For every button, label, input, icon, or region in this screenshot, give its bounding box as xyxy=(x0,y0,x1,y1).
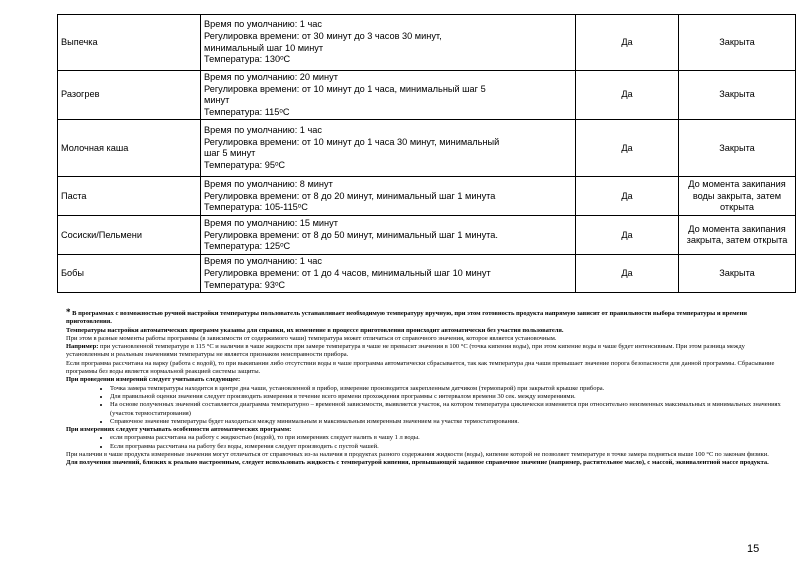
keep-warm-cell: Да xyxy=(576,15,679,71)
program-description-cell xyxy=(201,120,576,177)
program-name-cell: Молочная каша xyxy=(58,120,201,177)
programs-table xyxy=(57,14,796,293)
list-item: • Точка замера температуры находится в центре дна чаши, установленной в прибор, измерение производится закрепленным датчиком (термопарой) при закрытой крышке прибора. xyxy=(110,385,788,393)
program-description-cell xyxy=(201,15,576,71)
list-item: • На основе полученных значений составляется диаграмма температурно – временной зависимости, выявляется участок, на котором температура циклически изменяется при относительно неизменных максимальных и минимальных значениях (участок термостатирования) xyxy=(110,401,788,418)
keep-warm-cell: Да xyxy=(576,120,679,177)
table-row xyxy=(58,15,796,71)
description-line: Время по умолчанию: 15 минут xyxy=(204,217,338,228)
lid-state-line: До момента закипания xyxy=(688,178,786,189)
note-manual-temperature-text: В программах с возможностью ручной настройки температуры пользователь устанавливает необходимую температуру вручную, при этом готовность продукта напрямую зависит от правильности выбора температуры и времени приготовления. xyxy=(66,310,748,326)
keep-warm-cell: Да xyxy=(576,255,679,293)
auto-programs-list xyxy=(66,434,788,451)
program-name-cell: Разогрев xyxy=(58,71,201,120)
program-name-cell: Сосиски/Пельмени xyxy=(58,216,201,255)
lid-state-cell xyxy=(679,120,796,177)
keep-warm-cell: Да xyxy=(576,71,679,120)
lid-state-line: Закрыта xyxy=(719,89,755,100)
program-name-cell: Паста xyxy=(58,177,201,216)
measurement-heading: При проведении измерений следует учитывать следующее: xyxy=(66,376,241,384)
description-line: Время по умолчанию: 20 минут xyxy=(204,72,338,82)
lid-state-line: Закрыта xyxy=(719,36,755,47)
program-name-cell: Выпечка xyxy=(58,15,201,71)
lid-state-cell xyxy=(679,177,796,216)
program-description-cell xyxy=(201,71,576,120)
measurement-list xyxy=(66,385,788,426)
lid-state-line: До момента закипания xyxy=(688,223,786,234)
lid-state-cell xyxy=(679,15,796,71)
auto-programs-heading: При измерениях следует учитывать особенности автоматических программ: xyxy=(66,426,292,434)
description-line: Регулировка времени: от 1 до 4 часов, минимальный шаг 10 минут xyxy=(204,268,491,279)
description-line: Температура: 95ᵒC xyxy=(204,159,286,170)
description-line: Температура: 115ᵒC xyxy=(204,106,290,117)
description-line: шаг 5 минут xyxy=(204,148,256,159)
description-line: минимальный шаг 10 минут xyxy=(204,42,324,53)
note-product-liquid: При наличии в чаше продукта измеренные значения могут отличаться от справочных из-за наличия в продуктах разного содержания жидкости (воды), кипение которой не позволяет температуре в точке замера подняться выше 100 °С по законам физики. xyxy=(66,451,769,459)
table-row xyxy=(58,255,796,293)
description-line: Время по умолчанию: 1 час xyxy=(204,19,322,30)
list-item: • Если программа рассчитана на работу без воды, измерения следует производить с пустой чашей. xyxy=(110,443,788,451)
table-row xyxy=(58,177,796,216)
keep-warm-cell: Да xyxy=(576,177,679,216)
list-item: • Для правильной оценки значения следует производить измерения в течение всего времени прохождения программы с интервалом времени 30 сек. между измерениями. xyxy=(110,393,788,401)
description-line: Время по умолчанию: 1 час xyxy=(204,125,322,136)
keep-warm-cell: Да xyxy=(576,216,679,255)
note-example-label: Например: xyxy=(66,343,99,351)
lid-state-cell xyxy=(679,71,796,120)
description-line: минут xyxy=(204,95,230,106)
description-line: Регулировка времени: от 8 до 20 минут, минимальный шаг 1 минута xyxy=(204,190,496,201)
note-example-text: при установленной температуре в 115 °С и наличии в чаше жидкости при замере температура в чаше не превысит значения в 100 °С (точка кипения воды), при этом кипение воды в чаше будет интенсивным. При этом разница между установленным и реальным значениями температуры не является признаком неисправности прибора. xyxy=(66,343,745,359)
program-description-cell xyxy=(201,255,576,293)
note-asterisk: * xyxy=(66,307,71,317)
lid-state-cell xyxy=(679,255,796,293)
list-item: • если программа рассчитана на работу с жидкостью (водой), то при измерениях следует налить в чашу 1 л воды. xyxy=(110,434,788,442)
lid-state-line: воды закрыта, затем xyxy=(692,190,782,201)
lid-state-line: Закрыта xyxy=(719,142,755,153)
table-row xyxy=(58,71,796,120)
notes-block xyxy=(66,308,788,468)
description-line: Регулировка времени: от 8 до 50 минут, минимальный шаг 1 минута. xyxy=(204,229,498,240)
lid-state-line: Закрыта xyxy=(719,268,755,279)
note-reference-value: При этом в разные моменты работы программы (в зависимости от содержимого чаши) температура может отличаться от справочного значения, которое является установочным. xyxy=(66,334,557,342)
lid-state-line: открыта xyxy=(719,202,755,213)
description-line: Время по умолчанию: 8 минут xyxy=(204,178,333,189)
description-line: Температура: 105-115ᵒC xyxy=(204,202,308,213)
programs-table-body xyxy=(58,15,796,293)
lid-state-cell xyxy=(679,216,796,255)
description-line: Время по умолчанию: 1 час xyxy=(204,256,322,267)
page-number: 15 xyxy=(747,543,760,555)
description-line: Регулировка времени: от 10 минут до 1 часа 30 минут, минимальный xyxy=(204,136,500,147)
lid-state-line: закрыта, затем открыта xyxy=(686,235,788,246)
note-example xyxy=(66,343,788,360)
note-manual-temperature xyxy=(66,308,788,327)
table-row xyxy=(58,120,796,177)
description-line: Регулировка времени: от 10 минут до 1 часа, минимальный шаг 5 xyxy=(204,83,486,94)
program-description-cell xyxy=(201,216,576,255)
note-boiling-liquid: Для получения значений, близких к реально настроенным, следует использовать жидкость с температурой кипения, превышающей заданное справочное значение (например, растительное масло), с массой, эквивалентной массе продукта. xyxy=(66,459,769,467)
description-line: Температура: 130ᵒC xyxy=(204,54,291,65)
note-program-reset: Если программа рассчитана на варку (работа с водой), то при выкипании либо отсутствии воды в чаше программа автоматически сбрасывается, так как температура дна чаши превышает значение порога безопасности для данной программы. Сбрасывание программы без воды является нормальной реакцией системы защиты. xyxy=(66,359,775,376)
description-line: Температура: 93ᵒC xyxy=(204,279,286,290)
list-item: • Справочное значение температуры будет находиться между минимальным и максимальным измеренным значением на участке термостатирования. xyxy=(110,418,788,426)
table-row xyxy=(58,216,796,255)
program-name-cell: Бобы xyxy=(58,255,201,293)
program-description-cell xyxy=(201,177,576,216)
note-auto-programs: Температуры настройки автоматических программ указаны для справки, их изменение в процессе приготовления происходит автоматически без участия пользователя. xyxy=(66,326,564,334)
description-line: Регулировка времени: от 30 минут до 3 часов 30 минут, xyxy=(204,30,442,41)
description-line: Температура: 125ᵒC xyxy=(204,241,291,252)
